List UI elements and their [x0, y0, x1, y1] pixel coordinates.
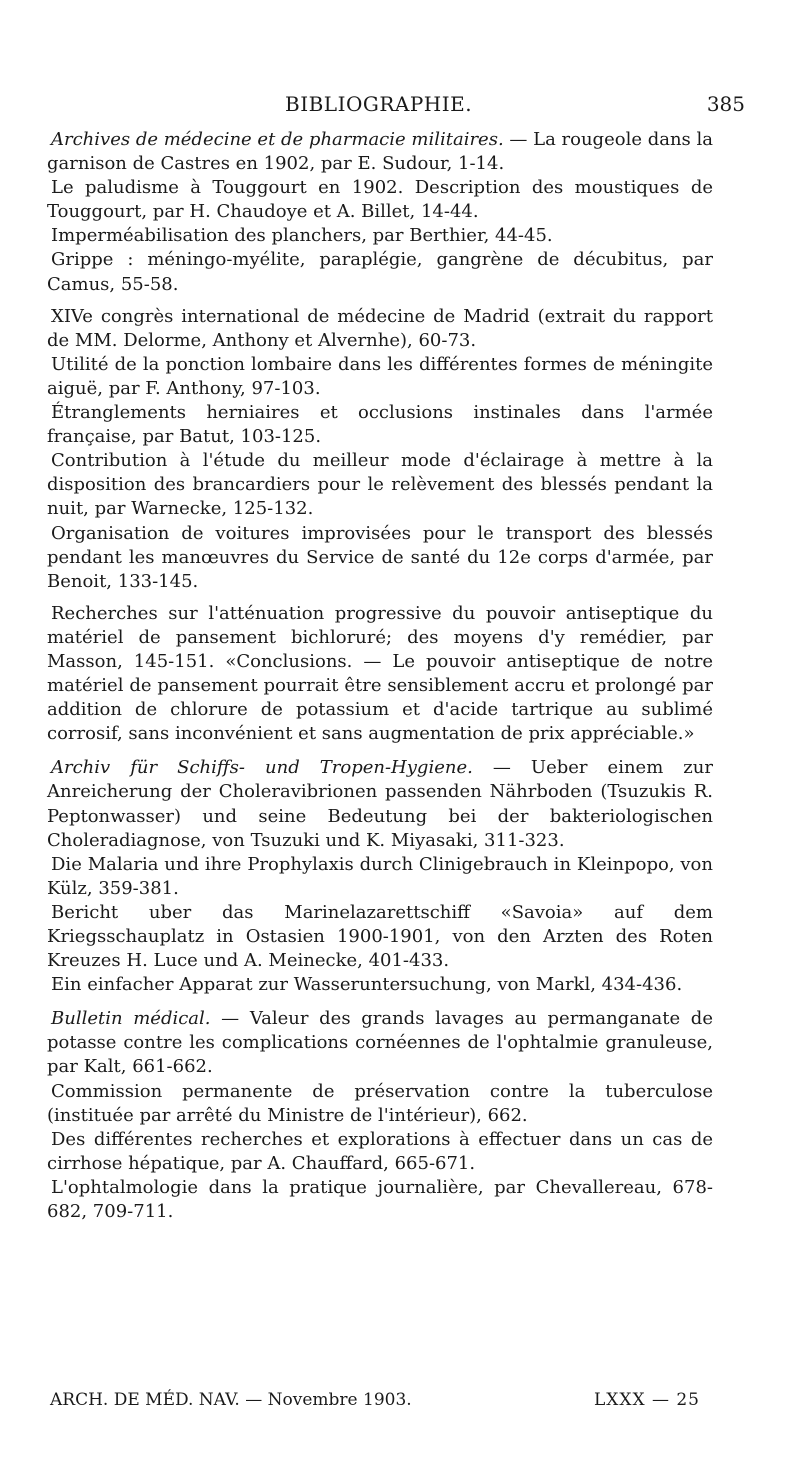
footer-journal: ARCH. DE MÉD. NAV. — Novembre 1903. — [50, 1390, 412, 1410]
journal-title: Bulletin médical. — [51, 1008, 211, 1030]
bibliography-entry: Ein einfacher Apparat zur Wasseruntersuchung, von Markl, 434-436. — [51, 974, 683, 996]
bibliography-entry: Étranglements herniaires et occlusions instinales dans l'armée française, par Batut, 103-125. — [47, 402, 713, 448]
bibliography-entry: Des différentes recherches et explorations à effectuer dans un cas de cirrhose hépatique, par A. Chauffard, 665-671. — [47, 1128, 713, 1174]
bibliography-entry: XIVe congrès international de médecine de Madrid (extrait du rapport de MM. Delorme, Anthony et Alvernhe), 60-73. — [47, 305, 713, 351]
bibliography-entry — [47, 1007, 713, 1079]
page-number: 385 — [706, 92, 745, 116]
entry-text: — La rougeole dans la garnison de Castres en 1902, par E. Sudour, 1-14. — [47, 129, 713, 175]
bibliography-entry: L'ophtalmologie dans la pratique journalière, par Chevallereau, 678-682, 709-711. — [47, 1176, 713, 1223]
bibliography-entry: Recherches sur l'atténuation progressive du pouvoir antiseptique du matériel de pansement bichloruré; des moyens d'y remédier, par Masson, 145-151. «Conclusions. — Le pouvoir antiseptique de notre matériel de pansement pourrait être sensiblement accru et prolongé par addition de chlorure de potassium et d'acide tartrique au sublimé corrosif, sans inconvénient et sans augmentation de prix appréciable.» — [47, 602, 713, 745]
journal-title: Archives de médecine et de pharmacie militaires. — [51, 129, 504, 150]
bibliography-entry: Grippe : méningo-myélite, paraplégie, gangrène de décubitus, par Camus, 55-58. — [47, 249, 713, 295]
bibliography-entry: Die Malaria und ihre Prophylaxis durch Clinigebrauch in Kleinpopo, von Külz, 359-381. — [47, 853, 713, 899]
page-header — [45, 86, 745, 122]
bibliography-entry: Contribution à l'étude du meilleur mode d'éclairage à mettre à la disposition des brancardiers pour le relèvement des blessés pendant la nuit, par Warnecke, 125-132. — [47, 450, 713, 520]
entry-text: — Ueber einem zur Anreicherung der Choleravibrionen passenden Nährboden (Tsuzukis R. Peptonwasser) und seine Bedeutung bei der bakteriologischen Choleradiagnose, von Tsuzuki und K. Miyasaki, 311-323. — [47, 757, 713, 851]
running-title: BIBLIOGRAPHIE. — [285, 92, 473, 116]
bibliography-entry: Imperméabilisation des planchers, par Berthier, 44-45. — [51, 225, 553, 247]
page-footer — [50, 1390, 700, 1420]
footer-signature: LXXX — 25 — [593, 1390, 700, 1410]
bibliography-entry: Bericht uber das Marinelazarettschiff «Savoia» auf dem Kriegsschauplatz in Ostasien 1900-1901, von den Arzten des Roten Kreuzes H. Luce und A. Meinecke, 401-433. — [47, 901, 713, 972]
bibliography-entry: Organisation de voitures improvisées pour le transport des blessés pendant les manœuvres du Service de santé du 12e corps d'armée, par Benoit, 133-145. — [47, 522, 713, 592]
bibliography-entry: Utilité de la ponction lombaire dans les différentes formes de méningite aiguë, par F. Anthony, 97-103. — [47, 353, 713, 399]
journal-title: Archiv für Schiffs- und Tropen-Hygiene. — [51, 757, 473, 779]
bibliography-entry — [47, 128, 713, 176]
bibliography-entry: Commission permanente de préservation contre la tuberculose (instituée par arrêté du Ministre de l'intérieur), 662. — [47, 1080, 713, 1126]
bibliography-entry — [47, 756, 713, 852]
entry-text: — Valeur des grands lavages au permanganate de potasse contre les complications cornéennes de l'ophtalmie granuleuse, par Kalt, 661-662. — [47, 1008, 713, 1078]
bibliography-entry: Le paludisme à Touggourt en 1902. Description des moustiques de Touggourt, par H. Chaudoye et A. Billet, 14-44. — [47, 177, 713, 223]
bibliography-body — [47, 128, 713, 1224]
